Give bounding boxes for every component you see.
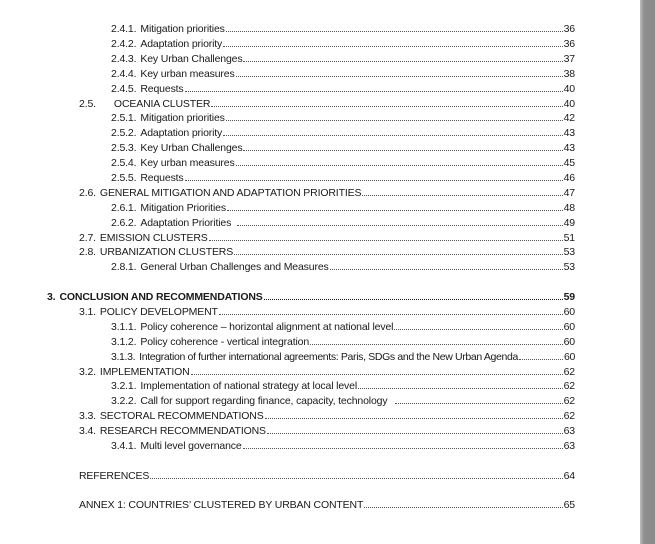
toc-entry-number: 2.4.2. bbox=[111, 38, 137, 50]
toc-entry-page: 60 bbox=[563, 336, 575, 348]
toc-entry bbox=[79, 244, 575, 258]
toc-entry-number: 3.3. bbox=[79, 410, 96, 422]
toc-entry bbox=[111, 51, 575, 65]
toc-entry bbox=[111, 438, 575, 452]
toc-entry bbox=[111, 140, 575, 154]
toc-entry-title: SECTORAL RECOMMENDATIONS bbox=[99, 410, 264, 422]
toc-entry-page: 38 bbox=[563, 68, 575, 80]
toc-entry-page: 42 bbox=[563, 112, 575, 124]
toc-entry-page: 60 bbox=[563, 306, 575, 318]
toc-entry-page: 62 bbox=[563, 366, 575, 378]
toc-entry-title: Mitigation priorities bbox=[140, 112, 225, 124]
toc-entry-title: Mitigation priorities bbox=[140, 23, 225, 35]
toc-entry bbox=[111, 125, 575, 139]
toc-entry bbox=[111, 21, 575, 35]
toc-entry-number: 2.6.1. bbox=[111, 202, 137, 214]
toc-entry-page: 51 bbox=[563, 232, 575, 244]
dot-leader bbox=[226, 31, 563, 32]
toc-entry-title: Key urban measures bbox=[140, 68, 235, 80]
dot-leader bbox=[236, 165, 563, 166]
toc-entry bbox=[111, 36, 575, 50]
toc-entry bbox=[111, 259, 575, 273]
toc-entry-page: 53 bbox=[563, 246, 575, 258]
toc-entry-title: POLICY DEVELOPMENT bbox=[99, 306, 218, 318]
toc-entry-number: 3. bbox=[47, 291, 56, 303]
toc-entry-number: 2.4.3. bbox=[111, 53, 137, 65]
dot-leader bbox=[185, 91, 563, 92]
toc-entry-title: Key Urban Challenges bbox=[140, 142, 243, 154]
toc-entry-number: 2.7. bbox=[79, 232, 96, 244]
toc-entry-title: OCEANIA CLUSTER bbox=[113, 98, 211, 110]
dot-leader bbox=[519, 359, 563, 360]
toc-entry-title: Implementation of national strategy at local level bbox=[140, 380, 358, 392]
toc-entry-number: 3.2.2. bbox=[111, 395, 137, 407]
dot-leader bbox=[234, 254, 563, 255]
toc-entry bbox=[79, 230, 575, 244]
dot-leader bbox=[310, 344, 563, 345]
toc-entry-page: 36 bbox=[563, 23, 575, 35]
toc-entry-number: 2.5.3. bbox=[111, 142, 137, 154]
dot-leader bbox=[236, 76, 563, 77]
toc-entry-title: General Urban Challenges and Measures bbox=[140, 261, 329, 273]
dot-leader bbox=[211, 106, 562, 107]
toc-entry bbox=[111, 393, 575, 407]
dot-leader bbox=[150, 478, 562, 479]
dot-leader bbox=[191, 374, 563, 375]
toc-entry-page: 64 bbox=[563, 470, 575, 482]
dot-leader bbox=[237, 225, 562, 226]
toc-entry bbox=[79, 185, 575, 199]
toc-entry-number: 3.4.1. bbox=[111, 440, 137, 452]
toc-entry bbox=[79, 304, 575, 318]
toc-entry-number: 2.5.1. bbox=[111, 112, 137, 124]
dot-leader bbox=[330, 269, 563, 270]
dot-leader bbox=[267, 433, 563, 434]
toc-entry-page: 62 bbox=[563, 380, 575, 392]
toc-entry-title: CONCLUSION AND RECOMMENDATIONS bbox=[59, 291, 263, 303]
dot-leader bbox=[264, 299, 563, 300]
dot-leader bbox=[226, 120, 563, 121]
toc-entry-title: Key Urban Challenges bbox=[140, 53, 243, 65]
toc-entry bbox=[111, 66, 575, 80]
toc-entry-number: 3.1.1. bbox=[111, 321, 137, 333]
toc-entry-title: EMISSION CLUSTERS bbox=[99, 232, 208, 244]
toc-entry-number: 3.2. bbox=[79, 366, 96, 378]
toc-entry bbox=[111, 155, 575, 169]
toc-entry-chapter bbox=[47, 289, 575, 303]
dot-leader bbox=[395, 403, 562, 404]
toc-entry-page: 53 bbox=[563, 261, 575, 273]
toc-entry bbox=[79, 408, 575, 422]
toc-entry-number: 2.5.4. bbox=[111, 157, 137, 169]
toc-entry-number: 2.5. bbox=[79, 98, 96, 110]
toc-entry-page: 37 bbox=[563, 53, 575, 65]
toc-entry bbox=[111, 170, 575, 184]
toc-entry bbox=[79, 423, 575, 437]
toc-entry-page: 60 bbox=[563, 321, 575, 333]
toc-entry-page: 63 bbox=[563, 425, 575, 437]
toc-entry-page: 48 bbox=[563, 202, 575, 214]
toc-entry-number: 3.4. bbox=[79, 425, 96, 437]
toc-entry-title: Adaptation Priorities bbox=[140, 217, 232, 229]
toc-entry-page: 62 bbox=[563, 410, 575, 422]
toc-entry bbox=[111, 215, 575, 229]
toc-entry-title: Policy coherence – horizontal alignment at national level bbox=[140, 321, 394, 333]
toc-entry-number: 2.5.2. bbox=[111, 127, 137, 139]
toc-entry-page: 59 bbox=[563, 291, 575, 303]
toc-entry-page: 49 bbox=[563, 217, 575, 229]
toc-entry-number: 3.1. bbox=[79, 306, 96, 318]
toc-entry-title: GENERAL MITIGATION AND ADAPTATION PRIORITIES bbox=[99, 187, 362, 199]
toc-entry bbox=[111, 378, 575, 392]
toc-entry-page: 43 bbox=[563, 142, 575, 154]
toc-entry-title: Integration of further international agreements: Paris, SDGs and the New Urban Agenda bbox=[139, 351, 518, 363]
toc-entry-title: Policy coherence - vertical integration bbox=[140, 336, 310, 348]
dot-leader bbox=[243, 448, 563, 449]
toc-entry bbox=[111, 200, 575, 214]
toc-entry-number: 2.6.2. bbox=[111, 217, 137, 229]
toc-entry-title: REFERENCES bbox=[79, 470, 150, 482]
toc-entry-page: 60 bbox=[564, 351, 575, 363]
toc-entry-page: 40 bbox=[563, 83, 575, 95]
toc-entry-page: 40 bbox=[563, 98, 575, 110]
toc-entry bbox=[79, 497, 575, 511]
dot-leader bbox=[364, 507, 562, 508]
toc-entry-number: 3.2.1. bbox=[111, 380, 137, 392]
toc-entry-title: Key urban measures bbox=[140, 157, 235, 169]
dot-leader bbox=[358, 388, 563, 389]
toc-entry bbox=[111, 334, 575, 348]
dot-leader bbox=[362, 195, 562, 196]
toc-entry bbox=[111, 319, 575, 333]
dot-leader bbox=[227, 210, 563, 211]
toc-entry-title: RESEARCH RECOMMENDATIONS bbox=[99, 425, 266, 437]
toc-entry-title: Adaptation priority bbox=[140, 127, 223, 139]
toc-entry-number: 2.4.5. bbox=[111, 83, 137, 95]
toc-entry-number: 2.4.1. bbox=[111, 23, 137, 35]
toc-entry-number: 2.5.5. bbox=[111, 172, 137, 184]
toc-entry-title: IMPLEMENTATION bbox=[99, 366, 190, 378]
toc-entry bbox=[79, 96, 575, 110]
toc-entry-title: Requests bbox=[140, 172, 184, 184]
dot-leader bbox=[265, 418, 563, 419]
dot-leader bbox=[394, 329, 562, 330]
dot-leader bbox=[243, 61, 562, 62]
toc-entry-page: 47 bbox=[563, 187, 575, 199]
toc-entry-number: 2.4.4. bbox=[111, 68, 137, 80]
toc-entry-page: 45 bbox=[563, 157, 575, 169]
toc-entry-number: 2.6. bbox=[79, 187, 96, 199]
toc-entry bbox=[79, 468, 575, 482]
toc-entry-title: Adaptation priority bbox=[140, 38, 223, 50]
toc-entry-number: 2.8. bbox=[79, 246, 96, 258]
dot-leader bbox=[223, 46, 562, 47]
viewer-scrollbar[interactable] bbox=[640, 0, 655, 544]
toc-entry-title: Requests bbox=[140, 83, 184, 95]
toc-entry-title: ANNEX 1: COUNTRIES’ CLUSTERED BY URBAN CONTENT bbox=[79, 499, 364, 511]
toc-entry-number: 3.1.2. bbox=[111, 336, 137, 348]
toc-entry-title: Multi level governance bbox=[140, 440, 242, 452]
toc-entry bbox=[79, 364, 575, 378]
dot-leader bbox=[223, 135, 562, 136]
toc-entry-page: 36 bbox=[563, 38, 575, 50]
toc-entry-title: Call for support regarding finance, capacity, technology bbox=[140, 395, 388, 407]
dot-leader bbox=[243, 150, 562, 151]
toc-entry-page: 46 bbox=[563, 172, 575, 184]
toc-entry-page: 63 bbox=[563, 440, 575, 452]
toc-entry-title: URBANIZATION CLUSTERS bbox=[99, 246, 234, 258]
toc-entry-number: 3.1.3. bbox=[111, 351, 136, 363]
toc-entry bbox=[111, 349, 575, 363]
dot-leader bbox=[219, 314, 563, 315]
dot-leader bbox=[209, 240, 563, 241]
toc-entry-number: 2.8.1. bbox=[111, 261, 137, 273]
toc-entry-page: 65 bbox=[563, 499, 575, 511]
toc-entry-title: Mitigation Priorities bbox=[140, 202, 226, 214]
toc-entry bbox=[111, 110, 575, 124]
toc-entry-page: 43 bbox=[563, 127, 575, 139]
toc-entry-page: 62 bbox=[563, 395, 575, 407]
toc-entry bbox=[111, 81, 575, 95]
dot-leader bbox=[185, 180, 563, 181]
